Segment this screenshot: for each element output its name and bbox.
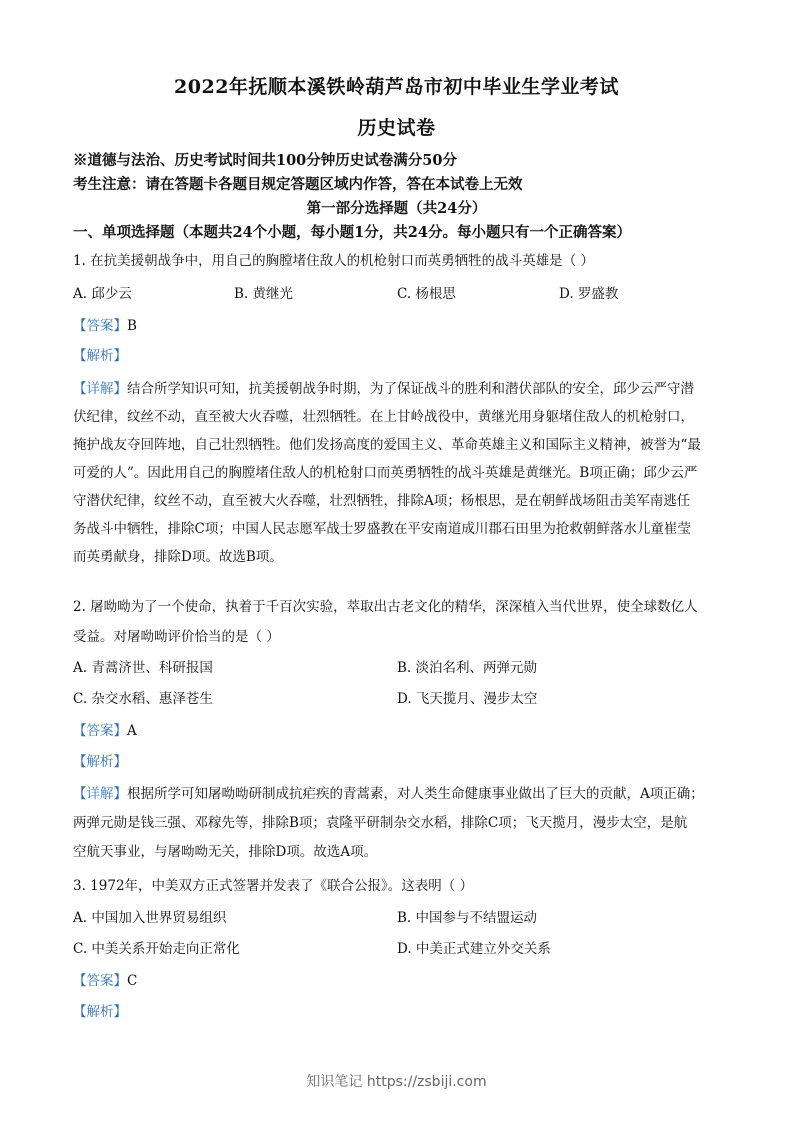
section-instruction: 一、单项选择题（本题共24个小题，每小题1分，共24分。每小题只有一个正确答案） <box>73 224 631 241</box>
question-2-option-b: B. 淡泊名利、两弹元勋 <box>397 660 538 676</box>
question-1-detail-line: 伏纪律，纹丝不动，直至被大火吞噬，壮烈牺牲。在上甘岭战役中，黄继光用身躯堵住敌人的机枪射口， <box>73 409 694 425</box>
detail-label: 【详解】 <box>73 786 127 802</box>
question-1-stem: 1. 在抗美援朝战争中，用自己的胸膛堵住敌人的机枪射口而英勇牺牲的战斗英雄是（ ） <box>73 253 594 269</box>
exam-title: 2022年抚顺本溪铁岭葫芦岛市初中毕业生学业考试 <box>174 76 619 98</box>
question-2-analysis <box>73 750 127 770</box>
analysis-label: 【解析】 <box>73 348 127 364</box>
footer-watermark[interactable]: 知识笔记 https://zsbiji.com <box>306 1074 487 1090</box>
exam-subtitle: 历史试卷 <box>357 117 436 139</box>
answer-value: B <box>127 318 137 334</box>
question-1-option-c: C. 杨根思 <box>397 286 456 302</box>
question-2-option-a: A. 青蒿济世、科研报国 <box>73 660 213 676</box>
question-2-detail-line: 空航天事业，与屠呦呦无关，排除D项。故选A项。 <box>73 844 378 860</box>
question-3-analysis <box>73 1000 127 1020</box>
question-1-detail-line: 【详解】结合所学知识可知，抗美援朝战争时期，为了保证战斗的胜利和潜伏部队的安全，邱少云严守潜 <box>73 381 694 397</box>
question-3-stem: 3. 1972年，中美双方正式签署并发表了《联合公报》。这表明（ ） <box>73 878 474 894</box>
question-3-option-a: A. 中国加入世界贸易组织 <box>73 910 227 926</box>
detail-label: 【详解】 <box>73 381 127 397</box>
answer-value: A <box>127 723 137 739</box>
question-3-answer <box>73 969 137 989</box>
exam-note-attention: 考生注意：请在答题卡各题目规定答题区域内作答，答在本试卷上无效 <box>73 176 523 193</box>
question-3-option-c: C. 中美关系开始走向正常化 <box>73 941 240 957</box>
question-2-option-d: D. 飞天揽月、漫步太空 <box>397 691 538 707</box>
question-2-option-c: C. 杂交水稻、惠泽苍生 <box>73 691 213 707</box>
answer-label: 【答案】 <box>73 723 127 739</box>
question-1-detail-line: 掩护战友夺回阵地，自己壮烈牺牲。他们发扬高度的爱国主义、革命英雄主义和国际主义精神，被誉为“最 <box>73 437 701 453</box>
answer-label: 【答案】 <box>73 318 127 334</box>
question-1-option-a: A. 邱少云 <box>73 286 132 302</box>
question-3-option-d: D. 中美正式建立外交关系 <box>397 941 551 957</box>
question-2-stem: 受益。对屠呦呦评价恰当的是（ ） <box>73 629 280 645</box>
question-2-answer <box>73 719 137 739</box>
exam-note-time: ※道德与法治、历史考试时间共100分钟历史试卷满分50分 <box>73 152 457 169</box>
question-1-option-d: D. 罗盛教 <box>559 286 619 302</box>
question-1-detail-line: 可爱的人”。因此用自己的胸膛堵住敌人的机枪射口而英勇牺牲的战斗英雄是黄继光。B项正确；邱少云严 <box>73 465 698 481</box>
question-2-stem: 2. 屠呦呦为了一个使命，执着于千百次实验，萃取出古老文化的精华，深深植入当代世界，使全球数亿人 <box>73 599 698 615</box>
section-heading: 第一部分选择题（共24分） <box>306 200 487 217</box>
question-1-answer <box>73 314 137 334</box>
question-1-detail-line: 务战斗中牺牲，排除C项；中国人民志愿军战士罗盛教在平安南道成川郡石田里为抢救朝鲜落水儿童崔莹 <box>73 521 691 537</box>
analysis-label: 【解析】 <box>73 754 127 770</box>
question-1-detail-line: 守潜伏纪律，纹丝不动，直至被大火吞噬，壮烈牺牲，排除A项；杨根思，是在朝鲜战场阻击美军南逃任 <box>73 493 691 509</box>
question-2-detail-line: 两弹元勋是钱三强、邓稼先等，排除B项；袁隆平研制杂交水稻，排除C项；飞天揽月，漫步太空，是航 <box>73 815 688 831</box>
question-3-option-b: B. 中国参与不结盟运动 <box>397 910 538 926</box>
answer-label: 【答案】 <box>73 973 127 989</box>
answer-value: C <box>127 973 138 989</box>
question-1-option-b: B. 黄继光 <box>234 286 294 302</box>
question-1-detail-line: 而英勇献身，排除D项。故选B项。 <box>73 549 283 565</box>
question-2-detail-line: 【详解】根据所学可知屠呦呦研制成抗疟疾的青蒿素，对人类生命健康事业做出了巨大的贡献，A项正确； <box>73 786 704 802</box>
analysis-label: 【解析】 <box>73 1004 127 1020</box>
question-1-analysis <box>73 344 127 364</box>
